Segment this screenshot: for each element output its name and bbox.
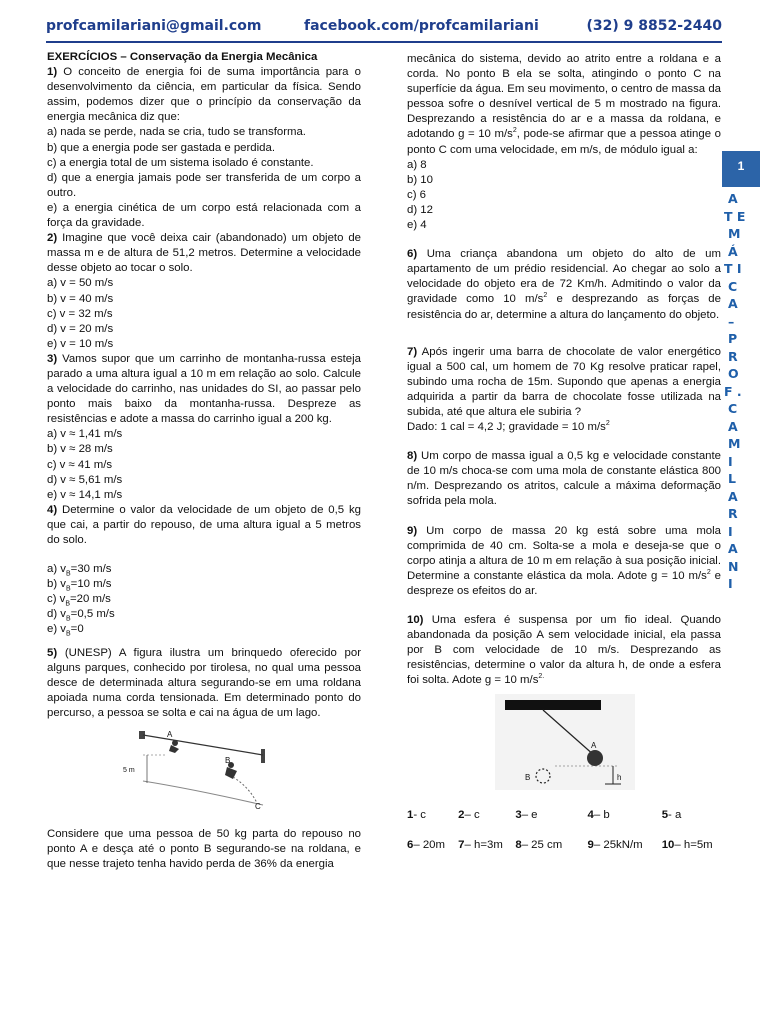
option: d) que a energia jamais pode ser transferida de um corpo a outro.: [47, 171, 361, 199]
side-letter: A: [728, 418, 738, 434]
question-9: [407, 524, 721, 599]
option: b) v ≈ 28 m/s: [47, 443, 113, 456]
option: a) nada se perde, nada se cria, tudo se transforma.: [47, 126, 306, 139]
side-letter: T E: [724, 208, 746, 224]
question-number: 7): [407, 345, 418, 358]
page-number-tab: 1: [722, 151, 760, 187]
option: c) $v_B=20$ m/s: [47, 593, 111, 608]
zipline-figure: [123, 729, 273, 812]
figure-label-b: B: [525, 773, 531, 783]
option: b) que a energia pode ser gastada e perdida.: [47, 141, 275, 154]
option: a) 8: [407, 158, 427, 171]
question-text: mecânica do sistema, devido ao atrito entre a roldana e a corda. No ponto B ela se solta, atingindo o ponto C na superfície da água. Em seu movimento, o centro de massa da pessoa sofre o desnível vertical de 5 m mostrado na figura. Desprezando a resistência do ar e a massa da roldana, e adotando g = 10 $m/s^2$, pode-se afirmar que a pessoa atinge o ponto C com uma velocidade, em m/s, de módulo igual a:: [407, 53, 721, 156]
side-letter: I: [728, 576, 733, 591]
question-number: 2): [47, 232, 58, 245]
question-text: Um corpo de massa 20 kg está sobre uma mola comprimida de 40 cm. Solta-se a mola e deseja-se que o corpo atinja a altura de 10 m em relação à sua posição inicial. Determine a constante elástica da mola. Adote g = 10 $m/s^2$ e despreze os efeitos do ar.: [407, 524, 722, 597]
option: d) v = 20 m/s: [47, 322, 114, 335]
left-column: [47, 50, 361, 872]
option: e) a energia cinética de um corpo está relacionada com a força da gravidade.: [47, 201, 361, 230]
side-letter: M: [728, 436, 741, 451]
option: c) v ≈ 41 m/s: [47, 458, 113, 471]
side-letter: T I: [724, 261, 742, 276]
question-8: [407, 449, 721, 509]
side-letter: Á: [728, 243, 738, 259]
option: d) v ≈ 5,61 m/s: [47, 473, 123, 486]
option: b) $v_B=10$ m/s: [47, 578, 112, 593]
option: e) $v_B=0$: [47, 623, 84, 638]
side-letter: A: [728, 191, 738, 206]
question-text: Imagine que você deixa cair (abandonado) um objeto de massa m e de altura de 51,2 metros. Determine a velocidade desse objeto ao tocar o solo.: [47, 232, 361, 275]
side-vertical-title: [720, 190, 764, 593]
option: c) a energia total de um sistema isolado é constante.: [47, 156, 314, 169]
side-letter: I: [728, 523, 733, 539]
question-number: 3): [47, 352, 58, 365]
question-text: (UNESP) A figura ilustra um brinquedo oferecido por alguns parques, conhecido por tirolesa, no qual uma pessoa desce de determinada altura segurando-se em uma roldana apoiada numa corda tensionada. Em determinado ponto do percurso, a pessoa se solta e cai na água de um lago.: [47, 646, 361, 719]
side-letter: A: [728, 296, 738, 311]
question-10: [407, 613, 721, 790]
answer-key: [407, 808, 721, 852]
option: c) v = 32 m/s: [47, 307, 113, 320]
header-facebook[interactable]: facebook.com/profcamilariani: [304, 18, 539, 34]
figure-label-a: A: [591, 741, 597, 751]
option: e) v ≈ 14,1 m/s: [47, 488, 123, 501]
option: e) v = 10 m/s: [47, 337, 114, 350]
option: a) v = 50 m/s: [47, 277, 114, 290]
figure-label-h: h: [617, 773, 622, 783]
side-letter: C: [728, 401, 738, 416]
question-number: 1): [47, 66, 58, 79]
option: b) v = 40 m/s: [47, 292, 114, 305]
question-7: [407, 345, 721, 436]
header-email[interactable]: profcamilariani@gmail.com: [46, 18, 262, 34]
side-letter: L: [728, 471, 736, 486]
question-3: [47, 352, 361, 503]
question-number: 8): [407, 450, 418, 463]
question-text: Vamos supor que um carrinho de montanha-russa esteja parado a uma altura igual a 10 m em relação ao solo. Calcule a velocidade do carrinho, nas unidades do SI, ao passar pelo ponto mais baixo da montanha-russa. Despreze as resistências e adote a massa do carrinho igual a 200 kg.: [47, 352, 362, 426]
side-letter: P: [728, 331, 738, 346]
right-column: [407, 52, 721, 853]
option: e) 4: [407, 219, 427, 232]
header-rule: [46, 41, 722, 43]
side-letter: O: [728, 366, 739, 381]
option: d) 12: [407, 203, 433, 216]
option: b) 10: [407, 173, 433, 186]
option: c) 6: [407, 188, 426, 201]
side-letter: N: [728, 558, 739, 574]
side-letter: A: [728, 541, 738, 556]
question-number: 4): [47, 503, 58, 516]
question-number: 5): [47, 646, 58, 659]
figure-label-c: C: [255, 802, 261, 812]
question-1: [47, 65, 361, 231]
question-text: Determine o valor da velocidade de um objeto de 0,5 kg que cai, a partir do repouso, de uma altura igual a 5 metros do solo.: [47, 503, 361, 546]
question-text: O conceito de energia foi de suma importância para o desenvolvimento da ciência, em particular da física. Sendo assim, podemos dizer que o princípio da conservação da energia mecânica diz que:: [47, 66, 361, 124]
question-number: 10): [407, 614, 424, 626]
question-5: [47, 646, 361, 873]
option: a) $v_B=30$ m/s: [47, 563, 112, 578]
question-text: Após ingerir uma barra de chocolate de valor energético igual a 500 cal, um homem de 70 Kg resolve praticar rapel, subindo uma rocha de 15m. Supondo que apenas a energia adquirida a partir da barra de chocolate fosse utilizada na subida, até que altura ele subiria ?: [407, 345, 721, 418]
question-text: Um corpo de massa igual a 0,5 kg e velocidade constante de 10 m/s choca-se com uma mola de constante elástica 800 n/m. Desprezando os atritos, calcule a máxima deformação sofrida pela mola.: [407, 450, 721, 508]
page-header: [46, 18, 722, 40]
side-letter: –: [728, 313, 735, 329]
question-text: Uma esfera é suspensa por um fio ideal. Quando abandonada da posição A sem velocidade inicial, ela passa por B com velocidade de 10 m/s. Desprezando as resistências, determine o valor da altura h, de onde a esfera foi solta. Adote g = 10 $m/s^{2.}$: [407, 614, 721, 687]
pendulum-diagram: [495, 694, 635, 790]
question-number: 9): [407, 524, 418, 537]
side-letter: I: [728, 453, 733, 469]
side-letter: M: [728, 226, 741, 241]
side-letter: C: [728, 278, 738, 294]
side-letter: F .: [724, 383, 742, 399]
question-5-continued: [407, 52, 721, 233]
side-letter: A: [728, 488, 738, 504]
option: d) $v_B=0,5$ m/s: [47, 608, 115, 623]
zipline-diagram: [133, 729, 273, 809]
side-letter: R: [728, 506, 738, 521]
worksheet-title: EXERCÍCIOS – Conservação da Energia Mecânica: [47, 51, 318, 63]
question-text: Considere que uma pessoa de 50 kg parta do repouso no ponto A e desça até o ponto B segurando-se na roldana, e que nesse trajeto tenha havido perda de 36% da energia: [47, 828, 361, 871]
question-6: [407, 247, 721, 322]
question-number: 6): [407, 248, 418, 261]
figure-label-height: 5 m: [123, 767, 135, 775]
pendulum-figure: [495, 694, 635, 790]
answer-row: 1- c 2– c 3– e 4– b 5- a: [407, 809, 682, 822]
header-phone: (32) 9 8852-2440: [586, 18, 722, 34]
question-4: [47, 503, 361, 638]
figure-label-b: B: [225, 756, 231, 766]
question-data: Dado: 1 cal = 4,2 J; gravidade = 10 $m/s^2$: [407, 420, 610, 434]
question-text: Uma criança abandona um objeto do alto de um apartamento de um prédio residencial. Ao chegar ao solo a velocidade do objeto era de 72 Km/h. Admitindo o valor da gravidade como 10 $m/s^2$ e desprezando as forças de resistência do ar, determine a altura do lançamento do objeto.: [407, 248, 721, 321]
question-2: [47, 231, 361, 352]
answer-row: 6– 20m 7– h=3m 8– 25 cm 9– 25kN/m 10– h=5m: [407, 838, 713, 851]
side-letter: R: [728, 348, 738, 364]
option: a) v ≈ 1,41 m/s: [47, 428, 123, 441]
figure-label-a: A: [167, 730, 173, 740]
